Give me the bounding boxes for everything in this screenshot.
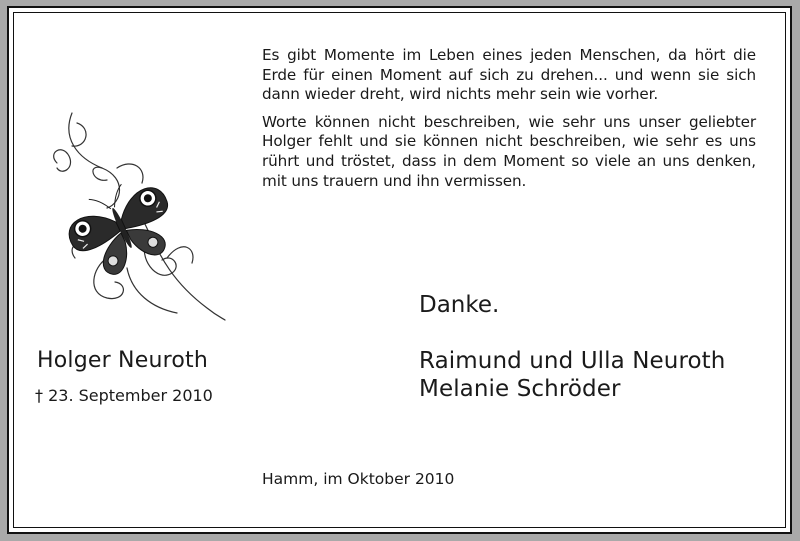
mourner-name: Melanie Schröder [419, 376, 621, 402]
thanks-text: Danke. [419, 292, 500, 318]
poem-paragraph-1: Es gibt Momente im Leben eines jeden Menschen, da hört die Erde für einen Moment auf sich zu drehen... und wenn sie sich dann wieder dreht, wird nichts mehr sein wie vorher. [262, 46, 756, 104]
poem-paragraph-2: Worte können nicht beschreiben, wie sehr uns unser geliebter Holger fehlt und sie können nicht beschreiben, wie sehr es uns rührt und tröstet, dass in dem Moment so viele an uns denken, mit uns trauern und ihn vermissen. [262, 112, 756, 190]
poem-text [262, 46, 756, 199]
mourner-name: Raimund und Ulla Neuroth [419, 348, 726, 374]
place-date: Hamm, im Oktober 2010 [262, 470, 455, 488]
notice-frame [7, 6, 792, 534]
death-date: † 23. September 2010 [35, 386, 213, 405]
butterfly-icon [47, 108, 227, 328]
deceased-name: Holger Neuroth [37, 348, 208, 373]
